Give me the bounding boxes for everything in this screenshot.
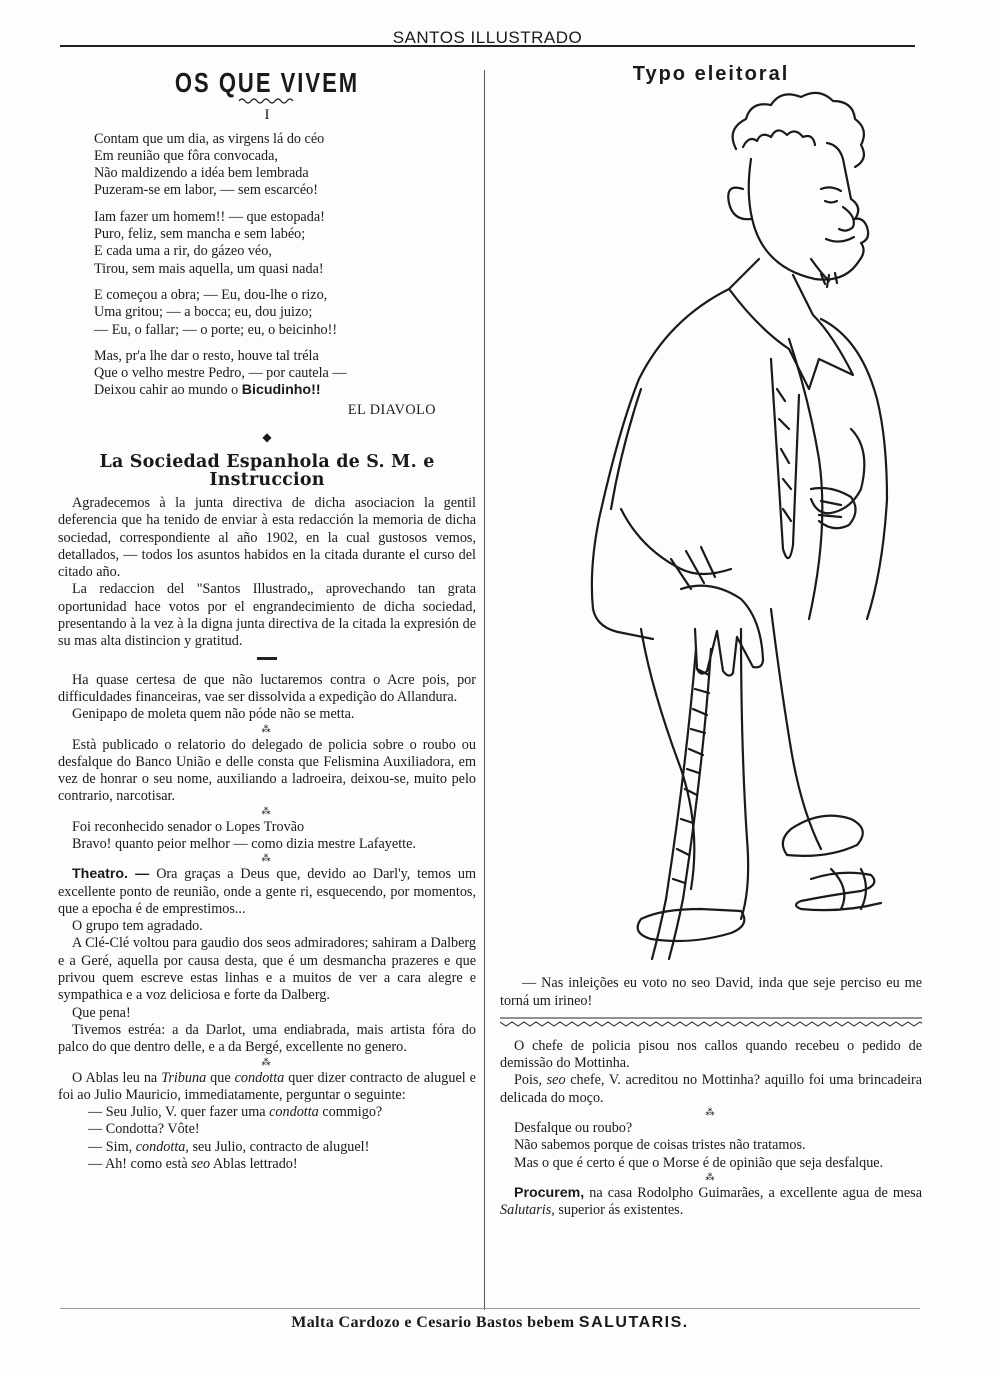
dialog-condotta: condotta <box>135 1138 186 1155</box>
asterism-icon: ⁂ <box>261 853 273 864</box>
poem-line: E cada uma a rir, do gázeo véo, <box>94 243 272 260</box>
poem-line: — Eu, o fallar; — o porte; eu, o beicinho!! <box>94 321 338 338</box>
note-procurem <box>500 1185 922 1220</box>
asterism-icon: ⁂ <box>261 723 273 734</box>
theatro-paragraph: O grupo tem agradado. <box>72 918 203 935</box>
poem-line: Não maldizendo a idéa bem lembrada <box>94 165 309 182</box>
dialog-seo: seo <box>191 1156 211 1173</box>
theatro-paragraph: Que pena! <box>72 1004 131 1021</box>
note-seo: seo <box>546 1072 566 1089</box>
poem-line: Puzeram-se em labor, — sem escarcéo! <box>94 182 318 199</box>
poem-line: Em reunião que fôra convocada, <box>94 147 278 164</box>
masthead: SANTOS ILLUSTRADO <box>392 28 583 47</box>
ablas-condotta: condotta <box>234 1069 285 1086</box>
ablas-text: quer dizer contracto de aluguel e foi ao Julio Mauricio, immediatamente, perguntar o seguinte: <box>58 1069 476 1103</box>
left-column <box>58 62 476 1173</box>
sociedad-heading: La Sociedad Espanhola de S. M. e Instruccion <box>99 452 435 490</box>
poem-line: Mas, pr'a lhe dar o resto, houve tal tréla <box>94 347 319 364</box>
dialog-line: — Condotta? Vôte! <box>88 1121 200 1138</box>
theatro-label: Theatro. — <box>72 866 150 883</box>
procurem-label: Procurem, <box>514 1184 585 1201</box>
theatro-paragraph <box>58 866 476 918</box>
dialog-text: — Seu Julio, V. quer fazer uma <box>88 1104 270 1121</box>
poem-stanza <box>94 131 476 200</box>
note-text: chefe, V. acreditou no Mottinha? aquillo foi uma brincadeira delicada do moço. <box>500 1072 922 1106</box>
asterism-icon: ⁂ <box>705 1171 717 1182</box>
poem-stanza <box>94 209 476 278</box>
masthead-rule <box>60 45 915 47</box>
note-pois <box>500 1072 922 1107</box>
note-salutaris: Salutaris, <box>500 1202 555 1219</box>
poem-line-last <box>94 382 476 399</box>
right-column <box>500 62 922 1220</box>
poem-stanza <box>94 287 476 339</box>
section-rule <box>257 657 277 660</box>
sociedad-paragraph: Agradecemos à la junta directiva de dicha asociacion la gentil deferencia que ha tenido de enviar à esta redacción la memoria de dicha sociedad, correspondiente al año 1902, en la cual gustosos vemos, detallados, — todos los asuntos habidos en la citada durante el curso del citado año. <box>58 494 476 581</box>
footer-advert <box>60 1314 920 1332</box>
poem-line: Puro, feliz, sem mancha e sem labéo; <box>94 226 306 243</box>
cartoon-title: Typo eleitoral <box>632 63 790 85</box>
theatro-text: Ora graças a Deus que, devido ao Darl'y, temos um excellente ponto de reunião, onde a gente ri, esquecendo, por momentos, que a epocha é de emprestimos... <box>58 866 476 917</box>
theatro-paragraph: Tivemos estréa: a da Darlot, uma endiabrada, mais artista fóra do palco do que dentro delle, e a da Bergé, excellente no genero. <box>58 1021 476 1056</box>
poem-stanza <box>94 348 476 400</box>
ablas-text: que <box>206 1069 235 1086</box>
asterism-icon: ⁂ <box>705 1107 717 1118</box>
caricature-voter-illustration <box>521 89 901 969</box>
note-morse: Mas o que é certo é que o Morse é de opinião que seja desfalque. <box>514 1154 884 1171</box>
asterism-icon: ⁂ <box>261 1056 273 1067</box>
poem-title: OS QUE VIVEM <box>174 66 360 99</box>
note-chefe: O chefe de policia pisou nos callos quando recebeu o pedido de demissão do Mottinha. <box>500 1037 922 1072</box>
cartoon-caption: — Nas inleições eu voto no seo David, inda que seje perciso eu me torná um irineo! <box>500 975 922 1009</box>
ablas-tribuna: Tribuna <box>161 1069 207 1086</box>
dialog-line <box>88 1156 476 1173</box>
ornament-squiggle-icon <box>237 97 297 105</box>
note-text: Pois, <box>514 1072 547 1089</box>
theatro-paragraph: A Clé-Clé voltou para gaudio dos seos admiradores; sahiram a Dalberg e a Geré, aquella por causa desta, que é um desmancha prazeres e que privou quem escreve estas linhas e a muitos de ver a cara alegre e sympathica e a voz deliciosa e forte da Dalberg. <box>58 935 476 1004</box>
note-senador: Foi reconhecido senador o Lopes Trovão <box>72 818 305 835</box>
poem-bicudinho: Bicudinho!! <box>241 382 321 399</box>
note-acre: Ha quase certesa de que não luctaremos contra o Acre pois, por difficuldades financeiras, vae ser dissolvida a expedição do Allandura. <box>58 671 476 705</box>
ablas-text: O Ablas leu na <box>72 1069 162 1086</box>
ablas-paragraph <box>58 1070 476 1105</box>
dialog-condotta: condotta <box>269 1104 319 1121</box>
poem-line: Uma gritou; — a bocca; eu, dou juizo; <box>94 304 313 321</box>
note-bravo: Bravo! quanto peior melhor — como dizia mestre Lafayette. <box>72 835 416 852</box>
asterism-icon: ⁂ <box>261 805 273 816</box>
poem-part: I <box>264 107 270 124</box>
dialog-text: — Sim, <box>88 1138 136 1155</box>
poem-line: Contam que um dia, as virgens lá do céo <box>94 130 325 147</box>
dialog-line <box>88 1139 476 1156</box>
footer-rule <box>60 1308 920 1309</box>
poem-line: Que o velho mestre Pedro, — por cautela — <box>94 365 347 382</box>
poem-signature: EL DIAVOLO <box>347 401 436 418</box>
zigzag-ornament-icon <box>500 1016 922 1028</box>
diamond-ornament-icon: ◆ <box>262 430 272 445</box>
footer-brand: SALUTARIS. <box>578 1314 689 1331</box>
note-text: na casa Rodolpho Guimarães, a excellente agua de mesa <box>584 1184 922 1201</box>
poem-line: E começou a obra; — Eu, dou-lhe o rizo, <box>94 286 328 303</box>
ablas-dialog <box>58 1104 476 1173</box>
note-relatorio: Està publicado o relatorio do delegado de policia sobre o roubo ou desfalque do Banco União e delle consta que Felismina Auxiliadora, em vez de honrar o seu nome, auxiliando a ladroeira, deixou-se, muito pelo contrario, narcotisar. <box>58 736 476 805</box>
column-divider <box>484 70 485 1310</box>
note-desfalque: Desfalque ou roubo? <box>514 1120 633 1137</box>
note-genipapo: Genipapo de moleta quem não póde não se metta. <box>72 706 355 723</box>
dialog-line <box>88 1104 476 1121</box>
dialog-text: — Ah! como està <box>88 1156 192 1173</box>
note-nao-sabemos: Não sabemos porque de coisas tristes não tratamos. <box>514 1137 806 1154</box>
poem-line: Tirou, sem mais aquella, um quasi nada! <box>94 260 324 277</box>
note-text: superior ás existentes. <box>554 1202 684 1219</box>
dialog-text: , seu Julio, contracto de aluguel! <box>185 1138 370 1155</box>
dialog-text: commigo? <box>318 1104 383 1121</box>
poem-line: Iam fazer um homem!! — que estopada! <box>94 208 325 225</box>
poem-line-text: Deixou cahir ao mundo o <box>94 382 242 399</box>
footer-text: Malta Cardozo e Cesario Bastos bebem <box>291 1314 579 1331</box>
dialog-text: Ablas lettrado! <box>210 1156 298 1173</box>
sociedad-paragraph: La redaccion del "Santos Illustrado„ aprovechando tan grata oportunidad hace votos por el engrandecimiento de dicha sociedad, presentando à la vez à la digna junta directiva de la citada la expresión de su mas alta distincion y gratitud. <box>58 581 476 650</box>
